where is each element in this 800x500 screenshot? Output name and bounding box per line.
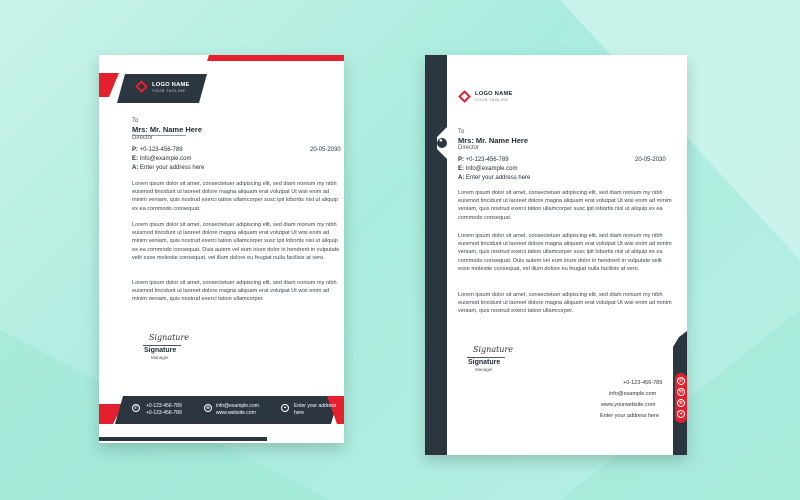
logo-name: LOGO NAME [152, 82, 190, 88]
logo-tagline: YOUR TAGLINE [475, 98, 509, 102]
recipient-name: Mrs: Mr. Name Here [132, 125, 203, 134]
address-row: A: Enter your address here [132, 165, 205, 171]
body-paragraph-3: Lorem ipsum dolor sit amet, consectetuer adipiscing elit, sed diam nonium my nibh euismod tincidunt ut laoreet dolore magna aliquam erat volutpat Ut wisi enim ad minim veniam, quis nostrud exerci tation ullamcorper. [458, 292, 672, 315]
phone-row: P: +0-123-456-789 [458, 157, 509, 163]
body-paragraph-2: Lorem ipsum dolor sit amet, consectetuer adipiscing elit, sed diam nionum my nibh euismod tincidunt ut laoreet dolore magna aliquam erat volutpat Ut wisi enim ad minim veniam, quis nostrud exerci tation ullamcorper susc ipit lobortis nisl ut aliquip ex ea commodo consequat. Duis autem vel eum iriure dolor in hendrerit in vulputate velit esse molestie consequat, vel illum dolore eu feugiat nulla facilisis at vero. [132, 222, 340, 261]
body-paragraph-1: Lorem ipsum dolor sit amet, consectetuer adipiscing elit, sed diam nonium my nibh euismod tincidunt ut laoreet dolore magna aliquam erat volutpat Ut wisi enim ad minim veniam, quis nostrud exerci tation ullamcorper susc ipit lobortis nisl ut aliquip ex ea commodo consequat. [458, 190, 672, 221]
recipient-title: Director [458, 145, 480, 151]
location-icon: ⌖ [677, 410, 685, 418]
contact-website: www.yourwebsite.com [601, 402, 656, 408]
footer-website: www.website.com [216, 410, 256, 416]
globe-icon: ⊕ [205, 405, 211, 411]
signature-script: Signature [149, 333, 190, 342]
signature-role: Manager [151, 355, 169, 360]
footer-phone-2: +0-123-456-789 [146, 410, 182, 416]
letterhead-page-2 [425, 55, 687, 455]
email-row: E: Info@example.com [132, 156, 192, 162]
location-icon: ⌖ [281, 404, 289, 412]
person-icon: ● [439, 138, 443, 144]
phone-icon: ✆ [133, 405, 139, 411]
signature-line [143, 345, 181, 346]
recipient-title: Director [132, 135, 154, 141]
footer-address-1: Enter your address [294, 403, 337, 409]
phone-row: P: +0-123-456-789 [132, 147, 183, 153]
email-row: E: Info@example.com [458, 166, 518, 172]
footer-email: info@example.com [216, 403, 259, 409]
footer-address-2: here [294, 410, 305, 416]
contact-email: info@example.com [609, 391, 657, 397]
body-paragraph-2: Lorem ipsum dolor sit amet, consectetuer adipiscing elit, sed diam nionum my nibh euismod tincidunt ut laoreet dolore magna aliquam erat volutpat Ut wisi enim ad minim veniam, quis nostrud exerci tation ullamcorper susc ipit lobortis nisl ut aliquip ex ea commodo consequat. Duis autem vel eum iriure dolor in hendrerit in vulputate velit esse molestie consequat, vel illum dolore eu feugiat nulla facilisis at vero. [458, 233, 672, 272]
to-label: To [458, 129, 465, 135]
signature-script: Signature [473, 345, 514, 354]
letterhead-page-1 [99, 55, 344, 443]
logo-name: LOGO NAME [475, 91, 513, 97]
recipient-name: Mrs: Mr. Name Here [458, 136, 529, 145]
signature-line [467, 357, 505, 358]
footer-shapes [99, 390, 344, 443]
contact-address: Enter your address here [600, 413, 660, 419]
letter-date: 20-05-2030 [310, 147, 341, 153]
logo-tagline: YOUR TAGLINE [152, 89, 186, 93]
contact-phone: +0-123-456-789 [623, 380, 663, 386]
signature-label: Signature [468, 359, 501, 366]
body-paragraph-3: Lorem ipsum dolor sit amet, consectetuer adipiscing elit, sed diam nonium my nibh euismod tincidunt ut laoreet dolore magna aliquam erat volutpat Ut wisi enim ad minim veniam, quis nostrud exerci tation ullamcorper. [132, 280, 337, 303]
phone-icon: ✆ [678, 378, 684, 384]
signature-label: Signature [144, 347, 177, 354]
signature-role: Manager [475, 367, 493, 372]
globe-icon: ⊕ [678, 400, 684, 406]
letter-date: 20-05-2030 [635, 157, 666, 163]
body-paragraph-1: Lorem ipsum dolor sit amet, consectetuer adipiscing elit, sed diam nonium my nibh euismod tincidunt ut laoreet dolore magna aliquam erat volutpat Ut wisi enim ad minim veniam, quis nostrud exerci tation ullamcorper susc ipit lobortis nisl ut aliquip ex ea commodo consequat. [132, 181, 338, 212]
email-icon: ✉ [678, 389, 684, 395]
footer-phone-1: +0-123-456-789 [146, 403, 182, 409]
to-label: To [132, 118, 139, 124]
address-row: A: Enter your address here [458, 175, 531, 181]
